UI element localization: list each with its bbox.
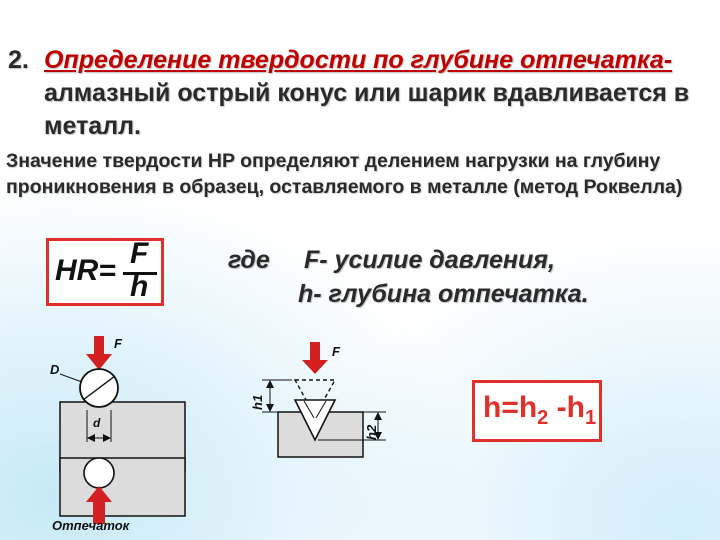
imprint-diameter-label: d <box>93 416 101 430</box>
cone-indentation-diagram <box>248 338 398 468</box>
h1-label: h1 <box>250 394 265 410</box>
formula-numerator: F <box>130 237 149 270</box>
ball-indentation-diagram <box>30 330 200 535</box>
ball-diameter-label: D <box>50 362 60 377</box>
result-formula-box <box>472 380 602 442</box>
cone-force-arrow <box>302 342 328 374</box>
imprint-hole <box>84 458 114 488</box>
heading-text <box>44 44 704 143</box>
where-label: где <box>228 246 270 274</box>
force-label-cone: F <box>332 344 340 359</box>
heading-red-part: Определение твердости по глубине отпечатка- <box>44 46 673 74</box>
specimen-block-bottom <box>60 458 185 516</box>
formula-denominator: h <box>130 270 149 303</box>
heading-black-part: алмазный острый конус или шарик вдавливается в металл. <box>44 79 690 140</box>
imprint-caption: Отпечаток <box>52 518 130 533</box>
item-number: 2. <box>8 46 29 74</box>
definition-force: F- усилие давления, <box>304 246 555 274</box>
description-paragraph: Значение твердости HP определяют делением нагрузки на глубину проникновения в образец, оставляемого в металле (метод Роквелла) <box>6 150 683 198</box>
definition-depth: h- глубина отпечатка. <box>298 280 589 308</box>
result-formula: $h=h_2$ $-h_1$ <box>483 391 597 429</box>
force-label-ball: F <box>114 336 122 351</box>
force-arrow-down <box>86 336 112 370</box>
d-leader-line <box>60 374 82 382</box>
formula-box <box>46 238 164 306</box>
h2-label: h2 <box>364 424 379 440</box>
formula-lhs: HR= <box>55 254 116 287</box>
